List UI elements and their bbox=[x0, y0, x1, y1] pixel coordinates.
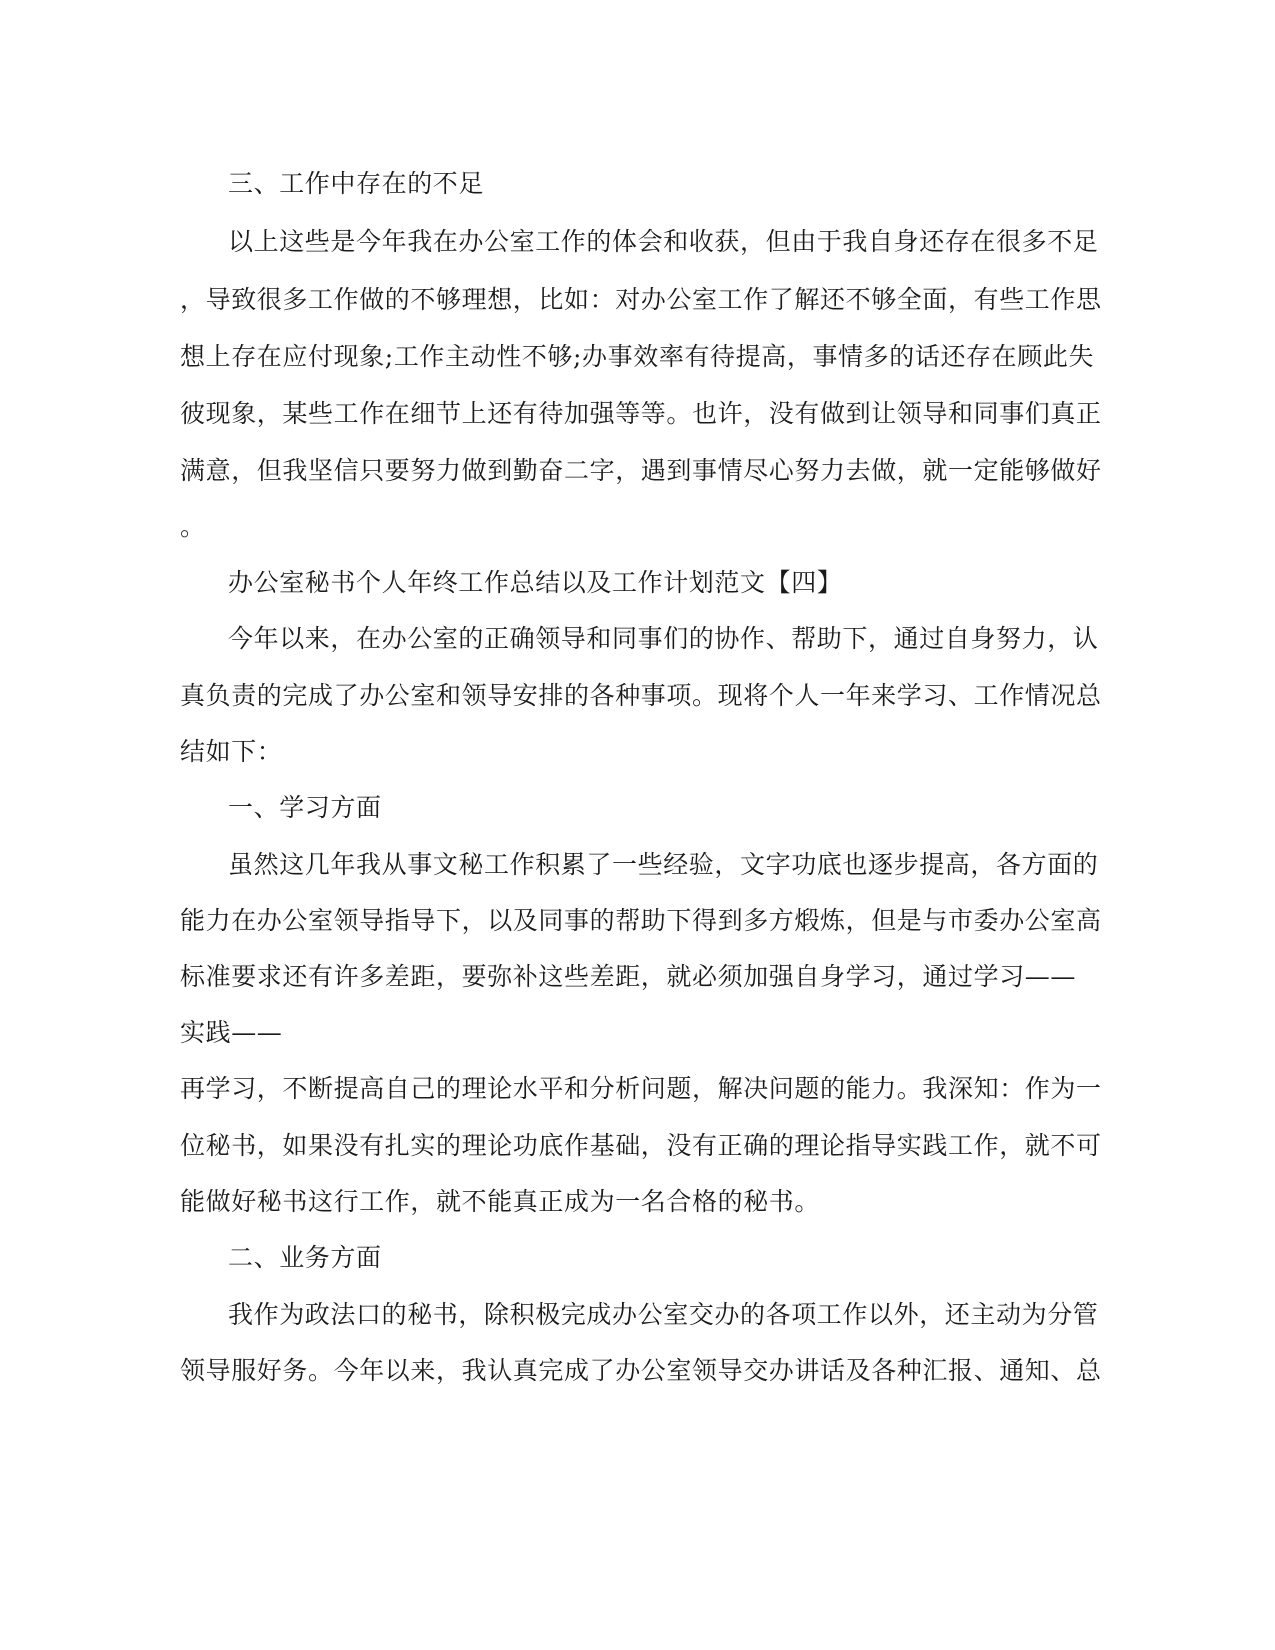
paragraph-line: 想上存在应付现象;工作主动性不够;办事效率有待提高，事情多的话还存在顾此失 bbox=[180, 342, 1095, 371]
paragraph-line: 位秘书，如果没有扎实的理论功底作基础，没有正确的理论指导实践工作，就不可 bbox=[180, 1131, 1102, 1160]
paragraph-line: 真负责的完成了办公室和领导安排的各种事项。现将个人一年来学习、工作情况总 bbox=[180, 681, 1102, 710]
paragraph-line: 我作为政法口的秘书，除积极完成办公室交办的各项工作以外，还主动为分管 bbox=[228, 1300, 1099, 1329]
paragraph-line: 再学习，不断提高自己的理论水平和分析问题，解决问题的能力。我深知：作为一 bbox=[180, 1074, 1102, 1103]
paragraph-line: 虽然这几年我从事文秘工作积累了一些经验，文字功底也逐步提高，各方面的 bbox=[228, 850, 1099, 879]
paragraph-line: 能做好秘书这行工作，就不能真正成为一名合格的秘书。 bbox=[180, 1187, 821, 1216]
paragraph-line: 领导服好务。今年以来，我认真完成了办公室领导交办讲话及各种汇报、通知、总 bbox=[180, 1356, 1102, 1385]
paragraph-line: 结如下： bbox=[180, 737, 283, 766]
article-title: 办公室秘书个人年终工作总结以及工作计划范文【四】 bbox=[228, 568, 843, 597]
paragraph-line: 标准要求还有许多差距，要弥补这些差距，就必须加强自身学习，通过学习—— bbox=[180, 962, 1077, 991]
section-heading-shortcomings: 三、工作中存在的不足 bbox=[228, 169, 485, 198]
paragraph-line: 能力在办公室领导指导下，以及同事的帮助下得到多方煅炼，但是与市委办公室高 bbox=[180, 906, 1102, 935]
section-heading-study: 一、学习方面 bbox=[228, 793, 382, 822]
paragraph-line: 彼现象，某些工作在细节上还有待加强等等。也许，没有做到让领导和同事们真正 bbox=[180, 399, 1102, 428]
paragraph-line: 以上这些是今年我在办公室工作的体会和收获，但由于我自身还存在很多不足 bbox=[228, 227, 1099, 256]
paragraph-line: 。 bbox=[180, 512, 206, 541]
paragraph-line: 实践—— bbox=[180, 1018, 283, 1047]
section-heading-business: 二、业务方面 bbox=[228, 1243, 382, 1272]
paragraph-line: 今年以来，在办公室的正确领导和同事们的协作、帮助下，通过自身努力，认 bbox=[228, 624, 1099, 653]
paragraph-line: ，导致很多工作做的不够理想，比如：对办公室工作了解还不够全面，有些工作思 bbox=[180, 285, 1102, 314]
paragraph-line: 满意，但我坚信只要努力做到勤奋二字，遇到事情尽心努力去做，就一定能够做好 bbox=[180, 456, 1102, 485]
